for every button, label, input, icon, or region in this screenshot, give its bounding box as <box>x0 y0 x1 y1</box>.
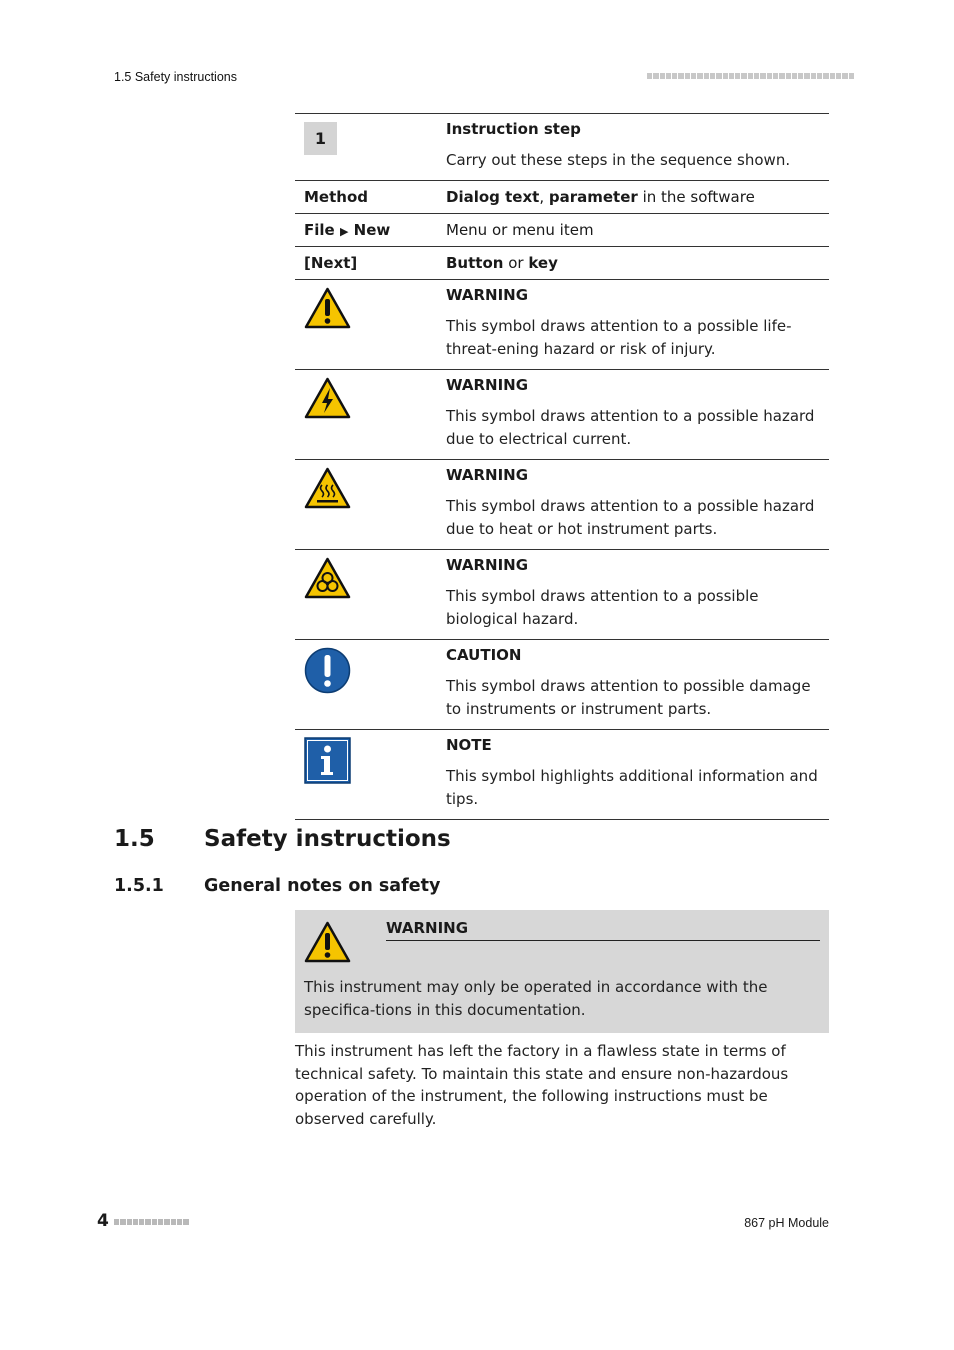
section-heading: 1.5 Safety instructions <box>114 826 451 852</box>
row-text: This symbol draws attention to a possible biological hazard. <box>446 587 759 628</box>
row-text: This symbol draws attention to a possible hazard due to heat or hot instrument parts. <box>446 497 815 538</box>
table-row <box>295 370 829 460</box>
method-label: Method <box>304 188 368 206</box>
warning-box <box>295 910 829 1033</box>
body-paragraph: This instrument has left the factory in a flawless state in terms of technical safety. To maintain this state and ensure non-hazardous operation of the instrument, the following instructions must be observed carefully. <box>295 1042 789 1128</box>
menu-text: Menu or menu item <box>446 221 594 239</box>
table-row <box>295 247 829 280</box>
warning-box-title: WARNING <box>386 919 820 941</box>
row-title: WARNING <box>446 286 529 304</box>
row-text: This symbol highlights additional information and tips. <box>446 767 818 808</box>
warning-box-text: This instrument may only be operated in accordance with the specifica-tions in this documentation. <box>304 978 768 1019</box>
row-text: Carry out these steps in the sequence shown. <box>446 151 791 169</box>
electrical-hazard-icon <box>304 377 351 419</box>
row-title: Instruction step <box>446 120 581 138</box>
footer-product: 867 pH Module <box>744 1216 829 1230</box>
hot-surface-icon <box>304 467 351 509</box>
table-row <box>295 640 829 730</box>
method-text: Dialog text, parameter in the software <box>446 188 755 206</box>
row-title: WARNING <box>446 466 529 484</box>
table-row <box>295 550 829 640</box>
row-title: CAUTION <box>446 646 522 664</box>
table-row <box>295 181 829 214</box>
running-header: 1.5 Safety instructions <box>114 70 237 84</box>
conventions-table <box>295 113 829 820</box>
info-icon <box>304 737 351 784</box>
page-number: 4 <box>97 1211 109 1231</box>
footer-decoration <box>114 1219 189 1225</box>
row-title: WARNING <box>446 556 529 574</box>
table-row <box>295 114 829 181</box>
button-label: [Next] <box>304 254 358 272</box>
header-decoration <box>647 73 854 79</box>
button-text: Button or key <box>446 254 558 272</box>
row-title: WARNING <box>446 376 529 394</box>
table-row <box>295 280 829 370</box>
warning-triangle-icon <box>304 287 351 329</box>
step-number-box: 1 <box>304 122 337 155</box>
row-text: This symbol draws attention to a possible life-threat-ening hazard or risk of injury. <box>446 317 792 358</box>
row-text: This symbol draws attention to a possible hazard due to electrical current. <box>446 407 815 448</box>
subsection-heading: 1.5.1 General notes on safety <box>114 876 441 896</box>
table-row <box>295 730 829 820</box>
menu-label: File ▶ New <box>304 221 391 239</box>
row-text: This symbol draws attention to possible damage to instruments or instrument parts. <box>446 677 811 718</box>
row-title: NOTE <box>446 736 492 754</box>
table-row <box>295 214 829 247</box>
table-row <box>295 460 829 550</box>
caution-exclamation-icon <box>304 647 351 694</box>
biohazard-icon <box>304 557 351 599</box>
menu-arrow-icon: ▶ <box>339 225 349 238</box>
warning-triangle-icon <box>304 921 351 963</box>
